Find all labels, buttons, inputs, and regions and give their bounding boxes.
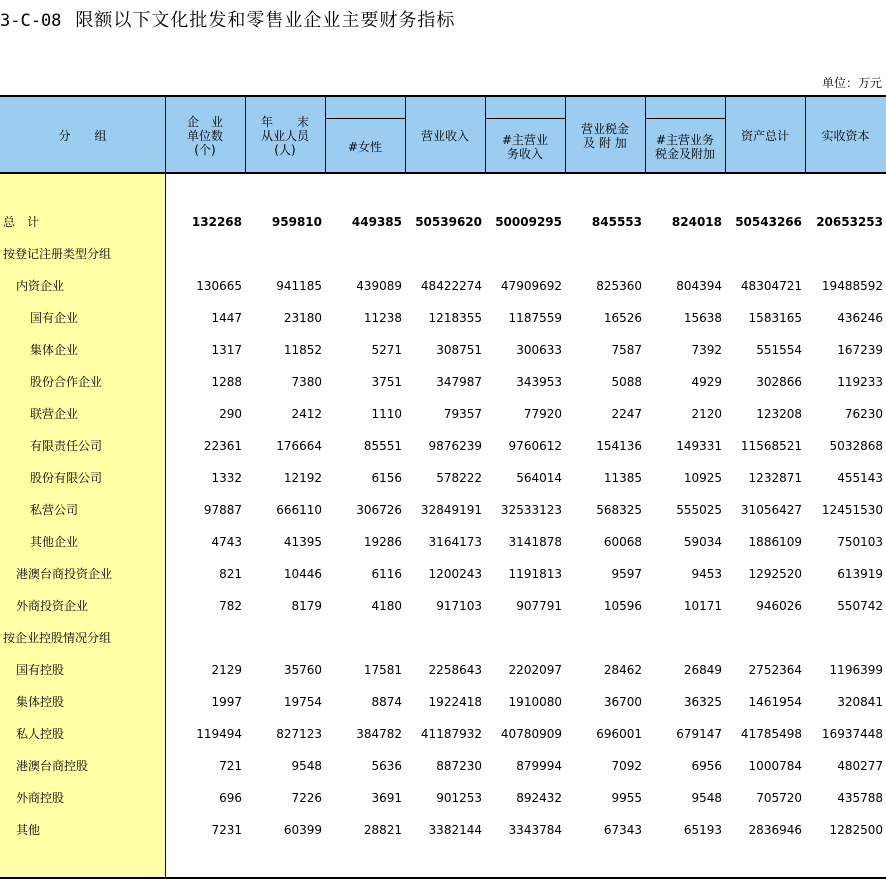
cell-value: 343953 — [516, 375, 562, 389]
cell-value: 5088 — [611, 375, 642, 389]
cell-value: 480277 — [837, 759, 883, 773]
unit-label: 单位：万元 — [821, 76, 882, 90]
cell-value: 32533123 — [500, 503, 562, 517]
row-label: 股份有限公司 — [30, 471, 103, 485]
cell-value: 1288 — [211, 375, 242, 389]
table-row — [0, 404, 886, 424]
cell-value: 9876239 — [428, 439, 482, 453]
cell-value: 804394 — [676, 279, 722, 293]
cell-value: 7092 — [611, 759, 642, 773]
row-label: 集体控股 — [16, 695, 65, 709]
cell-value: 2202097 — [508, 663, 562, 677]
cell-value: 1886109 — [748, 535, 802, 549]
cell-value: 306726 — [356, 503, 402, 517]
cell-value: 19754 — [283, 695, 322, 709]
row-label: 其他企业 — [30, 535, 79, 549]
cell-value: 11852 — [283, 343, 322, 357]
cell-value: 2247 — [611, 407, 642, 421]
table-title: 限额以下文化批发和零售业企业主要财务指标 — [75, 10, 456, 31]
cell-value: 12451530 — [821, 503, 883, 517]
cell-value: 31056427 — [740, 503, 802, 517]
row-label: 外商投资企业 — [16, 599, 89, 613]
cell-value: 3382144 — [428, 823, 482, 837]
cell-value: 60399 — [283, 823, 322, 837]
cell-value: 1200243 — [428, 567, 482, 581]
cell-value: 4929 — [691, 375, 722, 389]
cell-value: 308751 — [436, 343, 482, 357]
cell-value: 4180 — [371, 599, 402, 613]
table-row — [0, 660, 886, 680]
cell-value: 666110 — [276, 503, 322, 517]
cell-value: 35760 — [283, 663, 322, 677]
cell-value: 917103 — [436, 599, 482, 613]
cell-value: 15638 — [683, 311, 722, 325]
cell-value: 1922418 — [428, 695, 482, 709]
cell-value: 77920 — [523, 407, 562, 421]
cell-value: 892432 — [516, 791, 562, 805]
cell-value: 941185 — [276, 279, 322, 293]
cell-value: 827123 — [276, 727, 322, 741]
cell-value: 2412 — [291, 407, 322, 421]
cell-value: 8874 — [371, 695, 402, 709]
cell-value: 11385 — [603, 471, 642, 485]
cell-value: 959810 — [271, 215, 322, 229]
cell-value: 132268 — [191, 215, 242, 229]
cell-value: 845553 — [591, 215, 642, 229]
cell-value: 7231 — [211, 823, 242, 837]
cell-value: 1187559 — [508, 311, 562, 325]
table-row — [0, 788, 886, 808]
cell-value: 6116 — [371, 567, 402, 581]
cell-value: 1000784 — [748, 759, 802, 773]
cell-value: 154136 — [596, 439, 642, 453]
cell-value: 2836946 — [748, 823, 802, 837]
cell-value: 555025 — [676, 503, 722, 517]
cell-value: 176664 — [276, 439, 322, 453]
cell-value: 47909692 — [500, 279, 562, 293]
cell-value: 7380 — [291, 375, 322, 389]
cell-value: 5636 — [371, 759, 402, 773]
cell-value: 564014 — [516, 471, 562, 485]
cell-value: 60068 — [603, 535, 642, 549]
cell-value: 76230 — [844, 407, 883, 421]
cell-value: 821 — [219, 567, 242, 581]
cell-value: 85551 — [363, 439, 402, 453]
header-tax: 营业税金 及 附 加 — [580, 121, 629, 150]
cell-value: 67343 — [603, 823, 642, 837]
cell-value: 41785498 — [740, 727, 802, 741]
cell-value: 79357 — [443, 407, 482, 421]
row-label: 集体企业 — [30, 343, 79, 357]
cell-value: 8179 — [291, 599, 322, 613]
cell-value: 23180 — [283, 311, 322, 325]
cell-value: 1317 — [211, 343, 242, 357]
cell-value: 551554 — [756, 343, 802, 357]
table-row — [0, 500, 886, 520]
cell-value: 825360 — [596, 279, 642, 293]
cell-value: 1196399 — [829, 663, 883, 677]
row-label: 港澳台商投资企业 — [16, 567, 113, 581]
cell-value: 97887 — [203, 503, 242, 517]
cell-value: 123208 — [756, 407, 802, 421]
cell-value: 7587 — [611, 343, 642, 357]
row-label: 总 计 — [3, 215, 40, 229]
row-label: 联营企业 — [30, 407, 79, 421]
cell-value: 439089 — [356, 279, 402, 293]
cell-value: 6956 — [691, 759, 722, 773]
cell-value: 50543266 — [735, 215, 802, 229]
table-row — [0, 372, 886, 392]
cell-value: 901253 — [436, 791, 482, 805]
header-revenue: 营业收入 — [420, 128, 469, 143]
header-assets: 资产总计 — [740, 128, 789, 143]
cell-value: 824018 — [671, 215, 722, 229]
cell-value: 6156 — [371, 471, 402, 485]
cell-value: 7226 — [291, 791, 322, 805]
cell-value: 887230 — [436, 759, 482, 773]
cell-value: 16937448 — [821, 727, 883, 741]
table-row — [0, 724, 886, 744]
cell-value: 3343784 — [508, 823, 562, 837]
cell-value: 32849191 — [420, 503, 482, 517]
cell-value: 9453 — [691, 567, 722, 581]
cell-value: 384782 — [356, 727, 402, 741]
cell-value: 1447 — [211, 311, 242, 325]
cell-value: 28462 — [603, 663, 642, 677]
cell-value: 5032868 — [829, 439, 883, 453]
cell-value: 149331 — [676, 439, 722, 453]
cell-value: 1583165 — [748, 311, 802, 325]
cell-value: 10925 — [683, 471, 722, 485]
cell-value: 41395 — [283, 535, 322, 549]
table-row — [0, 308, 886, 328]
cell-value: 302866 — [756, 375, 802, 389]
cell-value: 782 — [219, 599, 242, 613]
table-row — [0, 212, 886, 232]
row-label: 私人控股 — [16, 727, 65, 741]
cell-value: 3691 — [371, 791, 402, 805]
header-capital: 实收资本 — [821, 128, 870, 143]
cell-value: 48304721 — [740, 279, 802, 293]
cell-value: 5271 — [371, 343, 402, 357]
cell-value: 907791 — [516, 599, 562, 613]
table-row — [0, 756, 886, 776]
cell-value: 568325 — [596, 503, 642, 517]
table-row — [0, 692, 886, 712]
cell-value: 9955 — [611, 791, 642, 805]
cell-value: 347987 — [436, 375, 482, 389]
cell-value: 1282500 — [829, 823, 883, 837]
header-female: #女性 — [347, 139, 383, 154]
cell-value: 10171 — [683, 599, 722, 613]
cell-value: 750103 — [837, 535, 883, 549]
cell-value: 449385 — [351, 215, 402, 229]
cell-value: 1461954 — [748, 695, 802, 709]
cell-value: 26849 — [683, 663, 722, 677]
cell-value: 130665 — [196, 279, 242, 293]
row-label: 私营公司 — [30, 503, 79, 517]
cell-value: 10446 — [283, 567, 322, 581]
row-label: 国有控股 — [16, 663, 65, 677]
cell-value: 50539620 — [415, 215, 482, 229]
table-row — [0, 596, 886, 616]
cell-value: 19488592 — [821, 279, 883, 293]
cell-value: 167239 — [837, 343, 883, 357]
cell-value: 9548 — [291, 759, 322, 773]
cell-value: 4743 — [211, 535, 242, 549]
cell-value: 1910080 — [508, 695, 562, 709]
cell-value: 2120 — [691, 407, 722, 421]
cell-value: 550742 — [837, 599, 883, 613]
cell-value: 7392 — [691, 343, 722, 357]
row-label: 外商控股 — [16, 791, 65, 805]
cell-value: 320841 — [837, 695, 883, 709]
cell-value: 1110 — [371, 407, 402, 421]
cell-value: 290 — [219, 407, 242, 421]
cell-value: 17581 — [363, 663, 402, 677]
row-label: 其他 — [16, 823, 41, 837]
header-employees: 年 末 从业人员 (人) — [260, 114, 309, 157]
cell-value: 65193 — [683, 823, 722, 837]
table-row — [0, 276, 886, 296]
cell-value: 3141878 — [508, 535, 562, 549]
cell-value: 40780909 — [500, 727, 562, 741]
cell-value: 435788 — [837, 791, 883, 805]
table-row — [0, 820, 886, 840]
cell-value: 300633 — [516, 343, 562, 357]
header-main-tax: #主营业务 税金及附加 — [654, 132, 715, 161]
row-label: 按登记注册类型分组 — [3, 247, 112, 261]
cell-value: 11568521 — [740, 439, 802, 453]
cell-value: 119494 — [196, 727, 242, 741]
cell-value: 705720 — [756, 791, 802, 805]
cell-value: 679147 — [676, 727, 722, 741]
cell-value: 1292520 — [748, 567, 802, 581]
cell-value: 16526 — [603, 311, 642, 325]
cell-value: 436246 — [837, 311, 883, 325]
cell-value: 455143 — [837, 471, 883, 485]
cell-value: 36325 — [683, 695, 722, 709]
cell-value: 11238 — [363, 311, 402, 325]
row-label: 国有企业 — [30, 311, 79, 325]
header-group: 分 组 — [58, 128, 107, 143]
page-title — [0, 6, 455, 32]
cell-value: 22361 — [203, 439, 242, 453]
table-header — [0, 95, 886, 174]
cell-value: 59034 — [683, 535, 722, 549]
table-row — [0, 532, 886, 552]
cell-value: 613919 — [837, 567, 883, 581]
cell-value: 20653253 — [816, 215, 883, 229]
cell-value: 12192 — [283, 471, 322, 485]
cell-value: 36700 — [603, 695, 642, 709]
row-label: 股份合作企业 — [30, 375, 103, 389]
header-main-revenue: #主营业 务收入 — [501, 132, 549, 161]
row-label: 有限责任公司 — [30, 439, 103, 453]
cell-value: 3164173 — [428, 535, 482, 549]
row-label: 按企业控股情况分组 — [3, 631, 112, 645]
cell-value: 1997 — [211, 695, 242, 709]
cell-value: 119233 — [837, 375, 883, 389]
table-row — [0, 244, 886, 264]
cell-value: 28821 — [363, 823, 402, 837]
table-row — [0, 628, 886, 648]
cell-value: 578222 — [436, 471, 482, 485]
cell-value: 721 — [219, 759, 242, 773]
table-row — [0, 564, 886, 584]
cell-value: 3751 — [371, 375, 402, 389]
header-units: 企 业 单位数 (个) — [186, 114, 223, 157]
cell-value: 2258643 — [428, 663, 482, 677]
row-label: 港澳台商控股 — [16, 759, 89, 773]
cell-value: 2752364 — [748, 663, 802, 677]
table-row — [0, 436, 886, 456]
cell-value: 1232871 — [748, 471, 802, 485]
table-code: 3-C-08 — [0, 11, 62, 31]
cell-value: 10596 — [603, 599, 642, 613]
cell-value: 879994 — [516, 759, 562, 773]
cell-value: 696 — [219, 791, 242, 805]
cell-value: 9597 — [611, 567, 642, 581]
cell-value: 1191813 — [508, 567, 562, 581]
cell-value: 696001 — [596, 727, 642, 741]
cell-value: 2129 — [211, 663, 242, 677]
cell-value: 19286 — [363, 535, 402, 549]
row-label: 内资企业 — [16, 279, 65, 293]
table-body — [0, 174, 886, 879]
cell-value: 41187932 — [420, 727, 482, 741]
table-row — [0, 468, 886, 488]
cell-value: 946026 — [756, 599, 802, 613]
cell-value: 1332 — [211, 471, 242, 485]
cell-value: 9760612 — [508, 439, 562, 453]
cell-value: 1218355 — [428, 311, 482, 325]
cell-value: 50009295 — [495, 215, 562, 229]
cell-value: 48422274 — [420, 279, 482, 293]
table-row — [0, 340, 886, 360]
cell-value: 9548 — [691, 791, 722, 805]
